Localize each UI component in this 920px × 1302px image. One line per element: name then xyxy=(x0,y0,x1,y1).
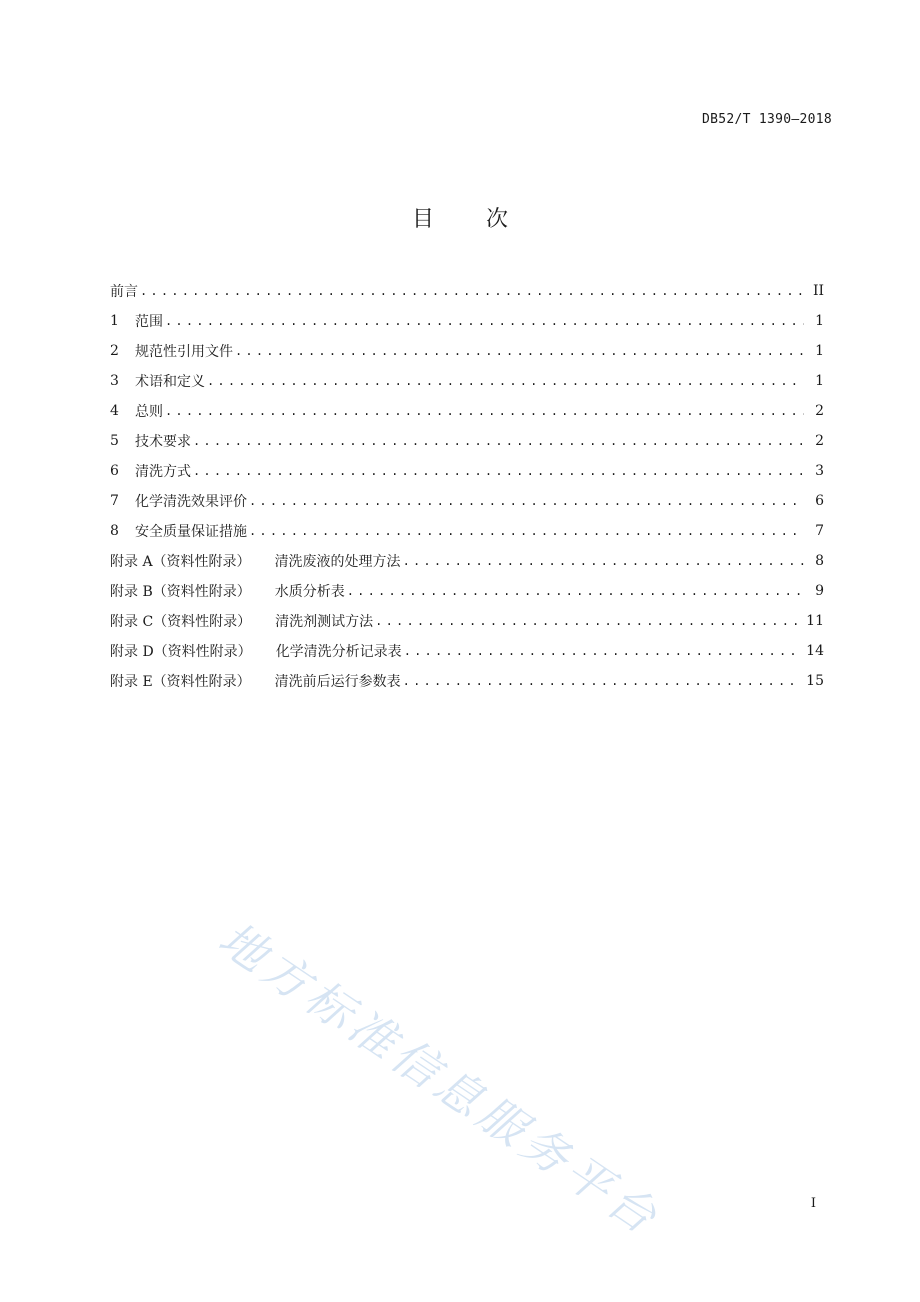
toc-entry-page: 1 xyxy=(815,373,824,389)
toc-entry-foreword[interactable] xyxy=(110,276,824,306)
toc-leader-dots xyxy=(404,644,800,658)
toc-appendix-prefix: 附录 E（资料性附录） xyxy=(110,674,251,690)
toc-entry-label: 化学清洗效果评价 xyxy=(135,494,247,510)
standard-code: DB52/T 1390—2018 xyxy=(701,112,832,127)
toc-entry-3[interactable] xyxy=(110,366,824,396)
toc-entry-5[interactable] xyxy=(110,426,824,456)
toc-entry-8[interactable] xyxy=(110,516,824,546)
toc-appendix-c[interactable] xyxy=(110,606,824,636)
toc-entry-page: 3 xyxy=(815,463,824,479)
toc-leader-dots xyxy=(249,524,804,538)
toc-entry-number: 7 xyxy=(110,493,119,509)
toc-entry-page: 1 xyxy=(815,343,824,359)
toc-entry-page: 14 xyxy=(806,643,824,659)
toc-entry-2[interactable] xyxy=(110,336,824,366)
toc-appendix-prefix: 附录 A（资料性附录） xyxy=(110,554,251,570)
toc-entry-number: 8 xyxy=(110,523,119,539)
toc-leader-dots xyxy=(165,314,804,328)
toc-appendix-a[interactable] xyxy=(110,546,824,576)
toc-appendix-title: 清洗剂测试方法 xyxy=(275,614,374,630)
toc-entry-label: 术语和定义 xyxy=(135,374,205,390)
toc-leader-dots xyxy=(207,374,804,388)
toc-entry-page: 2 xyxy=(815,403,824,419)
toc-appendix-title: 清洗前后运行参数表 xyxy=(274,674,401,690)
toc-appendix-title: 清洗废液的处理方法 xyxy=(274,554,401,570)
toc-leader-dots xyxy=(403,674,801,688)
toc-entry-number: 1 xyxy=(110,313,119,329)
toc-appendix-title: 水质分析表 xyxy=(274,584,345,600)
toc-entry-number: 3 xyxy=(110,373,119,389)
toc-appendix-e[interactable] xyxy=(110,666,824,696)
page-title-char-2: 次 xyxy=(486,207,509,232)
toc-leader-dots xyxy=(193,434,804,448)
toc-entry-4[interactable] xyxy=(110,396,824,426)
toc-entry-label: 总则 xyxy=(135,404,163,420)
toc-entry-7[interactable] xyxy=(110,486,824,516)
toc-entry-page: 8 xyxy=(815,553,824,569)
toc-appendix-prefix: 附录 C（资料性附录） xyxy=(110,614,252,630)
toc-appendix-b[interactable] xyxy=(110,576,824,606)
toc-entry-label: 安全质量保证措施 xyxy=(135,524,247,540)
toc-leader-dots xyxy=(403,554,804,568)
toc-entry-page: 15 xyxy=(806,673,824,689)
toc-leader-dots xyxy=(193,464,804,478)
toc-entry-6[interactable] xyxy=(110,456,824,486)
toc-entry-label: 技术要求 xyxy=(135,434,191,450)
toc-entry-label: 清洗方式 xyxy=(135,464,191,480)
toc-leader-dots xyxy=(375,614,800,628)
toc-leader-dots xyxy=(249,494,804,508)
toc-appendix-title: 化学清洗分析记录表 xyxy=(275,644,402,660)
toc-leader-dots xyxy=(140,284,804,298)
toc-entry-page: 7 xyxy=(815,523,824,539)
toc-entry-page: 11 xyxy=(806,613,824,629)
toc-entry-number: 2 xyxy=(110,343,119,359)
toc-leader-dots xyxy=(165,404,804,418)
toc-entry-1[interactable] xyxy=(110,306,824,336)
toc-entry-label: 规范性引用文件 xyxy=(135,344,233,360)
watermark: 地方标准信息服务平台 xyxy=(209,911,671,1247)
toc-appendix-prefix: 附录 D（资料性附录） xyxy=(110,644,252,660)
toc-entry-number: 4 xyxy=(110,403,119,419)
toc-leader-dots xyxy=(235,344,804,358)
page-number: I xyxy=(810,1196,816,1211)
toc-entry-page: 6 xyxy=(815,493,824,509)
page-title-char-1: 目 xyxy=(411,207,434,232)
toc-entry-label: 前言 xyxy=(110,284,138,300)
toc-appendix-d[interactable] xyxy=(110,636,824,666)
toc-leader-dots xyxy=(347,584,804,598)
toc-entry-page: 9 xyxy=(815,583,824,599)
toc-appendix-prefix: 附录 B（资料性附录） xyxy=(110,584,251,600)
toc-entry-number: 5 xyxy=(110,433,119,449)
toc-entry-number: 6 xyxy=(110,463,119,479)
table-of-contents xyxy=(110,276,824,696)
toc-entry-page: 1 xyxy=(815,313,824,329)
toc-entry-page: II xyxy=(812,283,824,299)
page-title xyxy=(0,202,920,233)
toc-entry-label: 范围 xyxy=(135,314,163,330)
toc-entry-page: 2 xyxy=(815,433,824,449)
